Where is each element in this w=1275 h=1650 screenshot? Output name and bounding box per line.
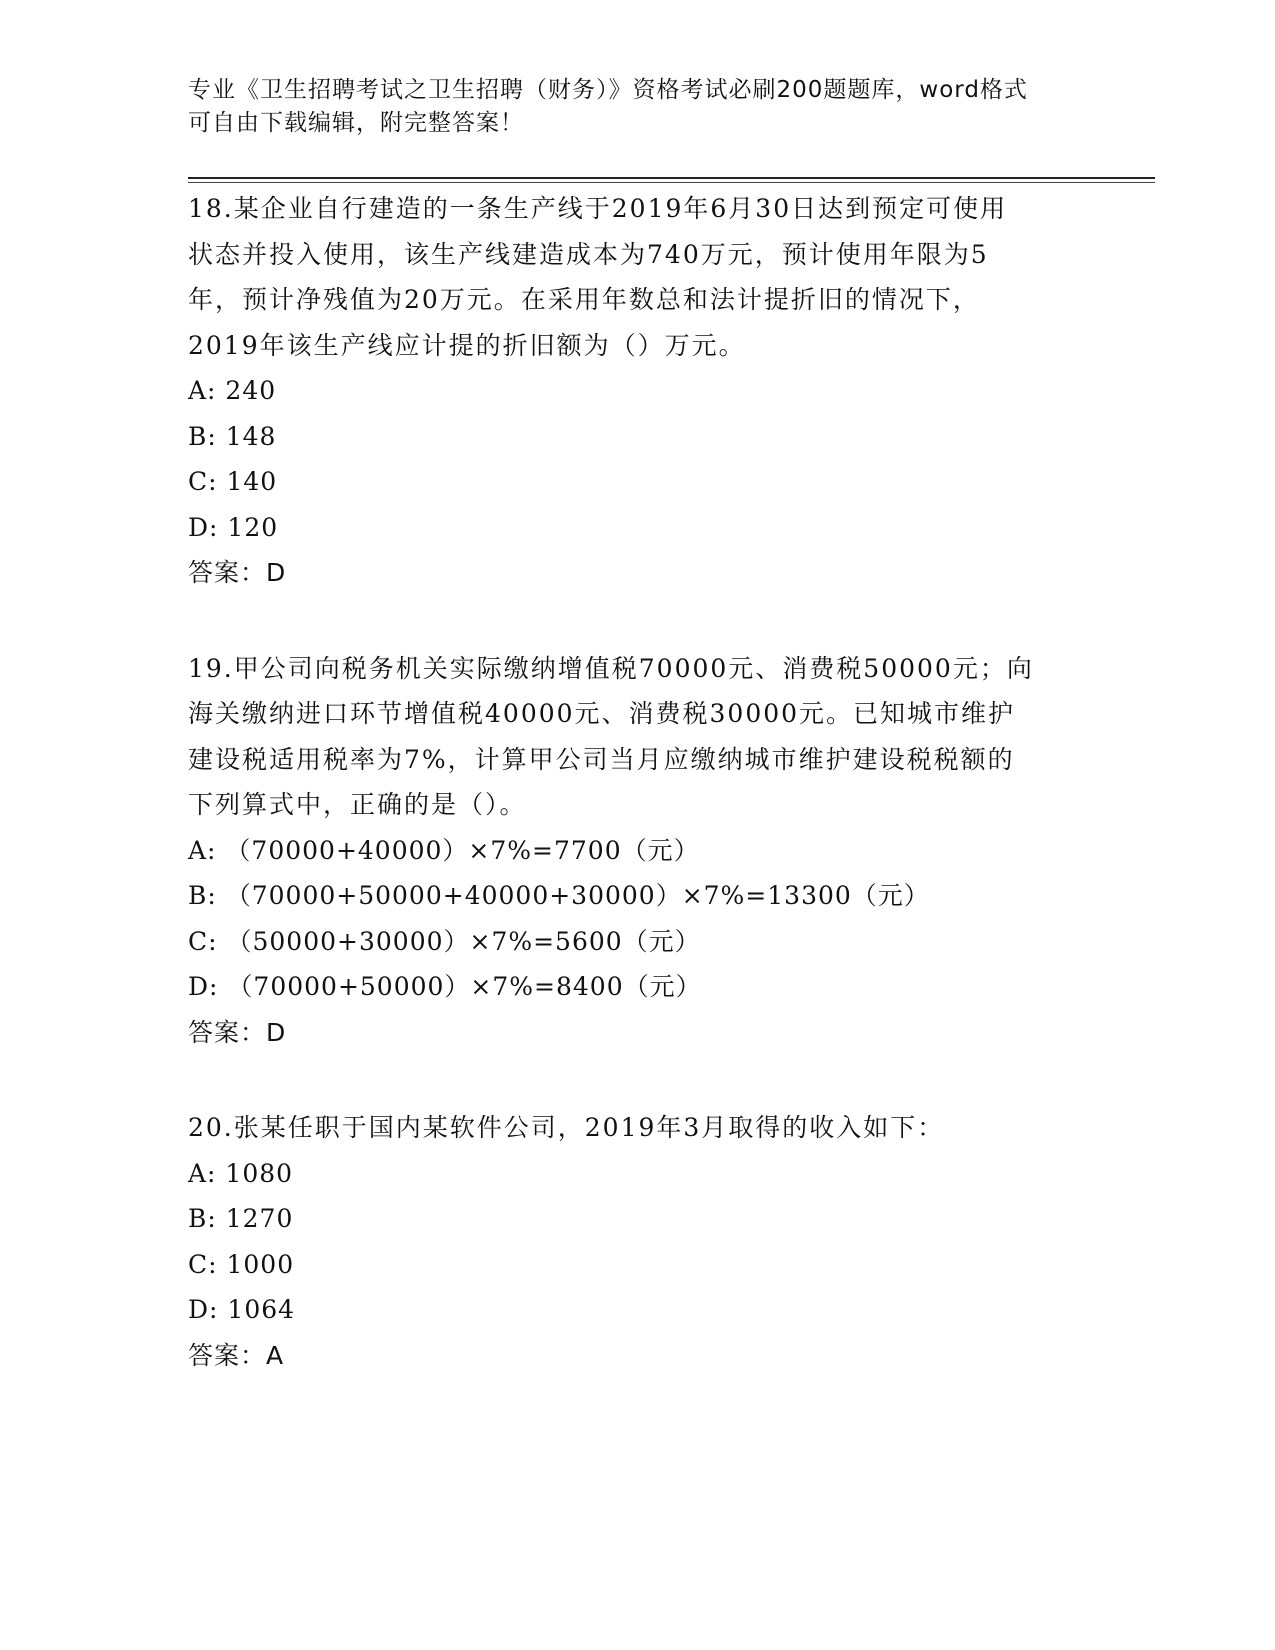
option-d: D: （70000+50000）×7%=8400（元）	[188, 972, 702, 1001]
question-stem-line: 海关缴纳进口环节增值税40000元、消费税30000元。已知城市维护	[188, 699, 1016, 728]
option-c: C: （50000+30000）×7%=5600（元）	[188, 926, 701, 956]
header-divider-thin	[188, 182, 1155, 183]
answer-line: 答案：D	[188, 558, 287, 587]
answer-line: 答案：D	[188, 1017, 287, 1047]
question-stem-line: 20.张某任职于国内某软件公司，2019年3月取得的收入如下：	[188, 1113, 945, 1142]
answer-line: 答案：A	[188, 1340, 285, 1370]
option-b: B: 148	[188, 421, 277, 451]
question-18	[188, 186, 1088, 596]
option-c: C: 1000	[188, 1249, 295, 1279]
question-20	[188, 1105, 1088, 1378]
header-divider-thick	[188, 177, 1155, 179]
option-d: D: 1064	[188, 1295, 296, 1324]
option-a: A: （70000+40000）×7%=7700（元）	[188, 835, 700, 865]
question-stem-line: 年，预计净残值为20万元。在采用年数总和法计提折旧的情况下，	[188, 285, 980, 314]
question-stem-line: 建设税适用税率为7%，计算甲公司当月应缴纳城市维护建设税税额的	[188, 744, 1015, 774]
question-stem-line: 下列算式中，正确的是（）。	[188, 790, 527, 819]
question-stem-line: 18.某企业自行建造的一条生产线于2019年6月30日达到预定可使用	[188, 194, 1008, 223]
option-b: B: （70000+50000+40000+30000）×7%=13300（元）	[188, 881, 930, 910]
option-a: A: 1080	[188, 1158, 294, 1188]
document-header	[188, 74, 1068, 140]
question-stem-line: 2019年该生产线应计提的折旧额为（）万元。	[188, 330, 746, 360]
question-stem-line: 状态并投入使用，该生产线建造成本为740万元，预计使用年限为5	[188, 239, 989, 269]
question-19	[188, 646, 1088, 1056]
question-list	[188, 186, 1088, 1428]
header-line-2: 可自由下载编辑，附完整答案！	[188, 110, 524, 136]
option-b: B: 1270	[188, 1204, 294, 1233]
option-a: A: 240	[188, 376, 277, 405]
option-d: D: 120	[188, 512, 279, 542]
header-line-1: 专业《卫生招聘考试之卫生招聘（财务）》资格考试必刷200题题库，word格式	[188, 77, 1028, 103]
question-stem-line: 19.甲公司向税务机关实际缴纳增值税70000元、消费税50000元；向	[188, 653, 1034, 683]
option-c: C: 140	[188, 467, 278, 496]
